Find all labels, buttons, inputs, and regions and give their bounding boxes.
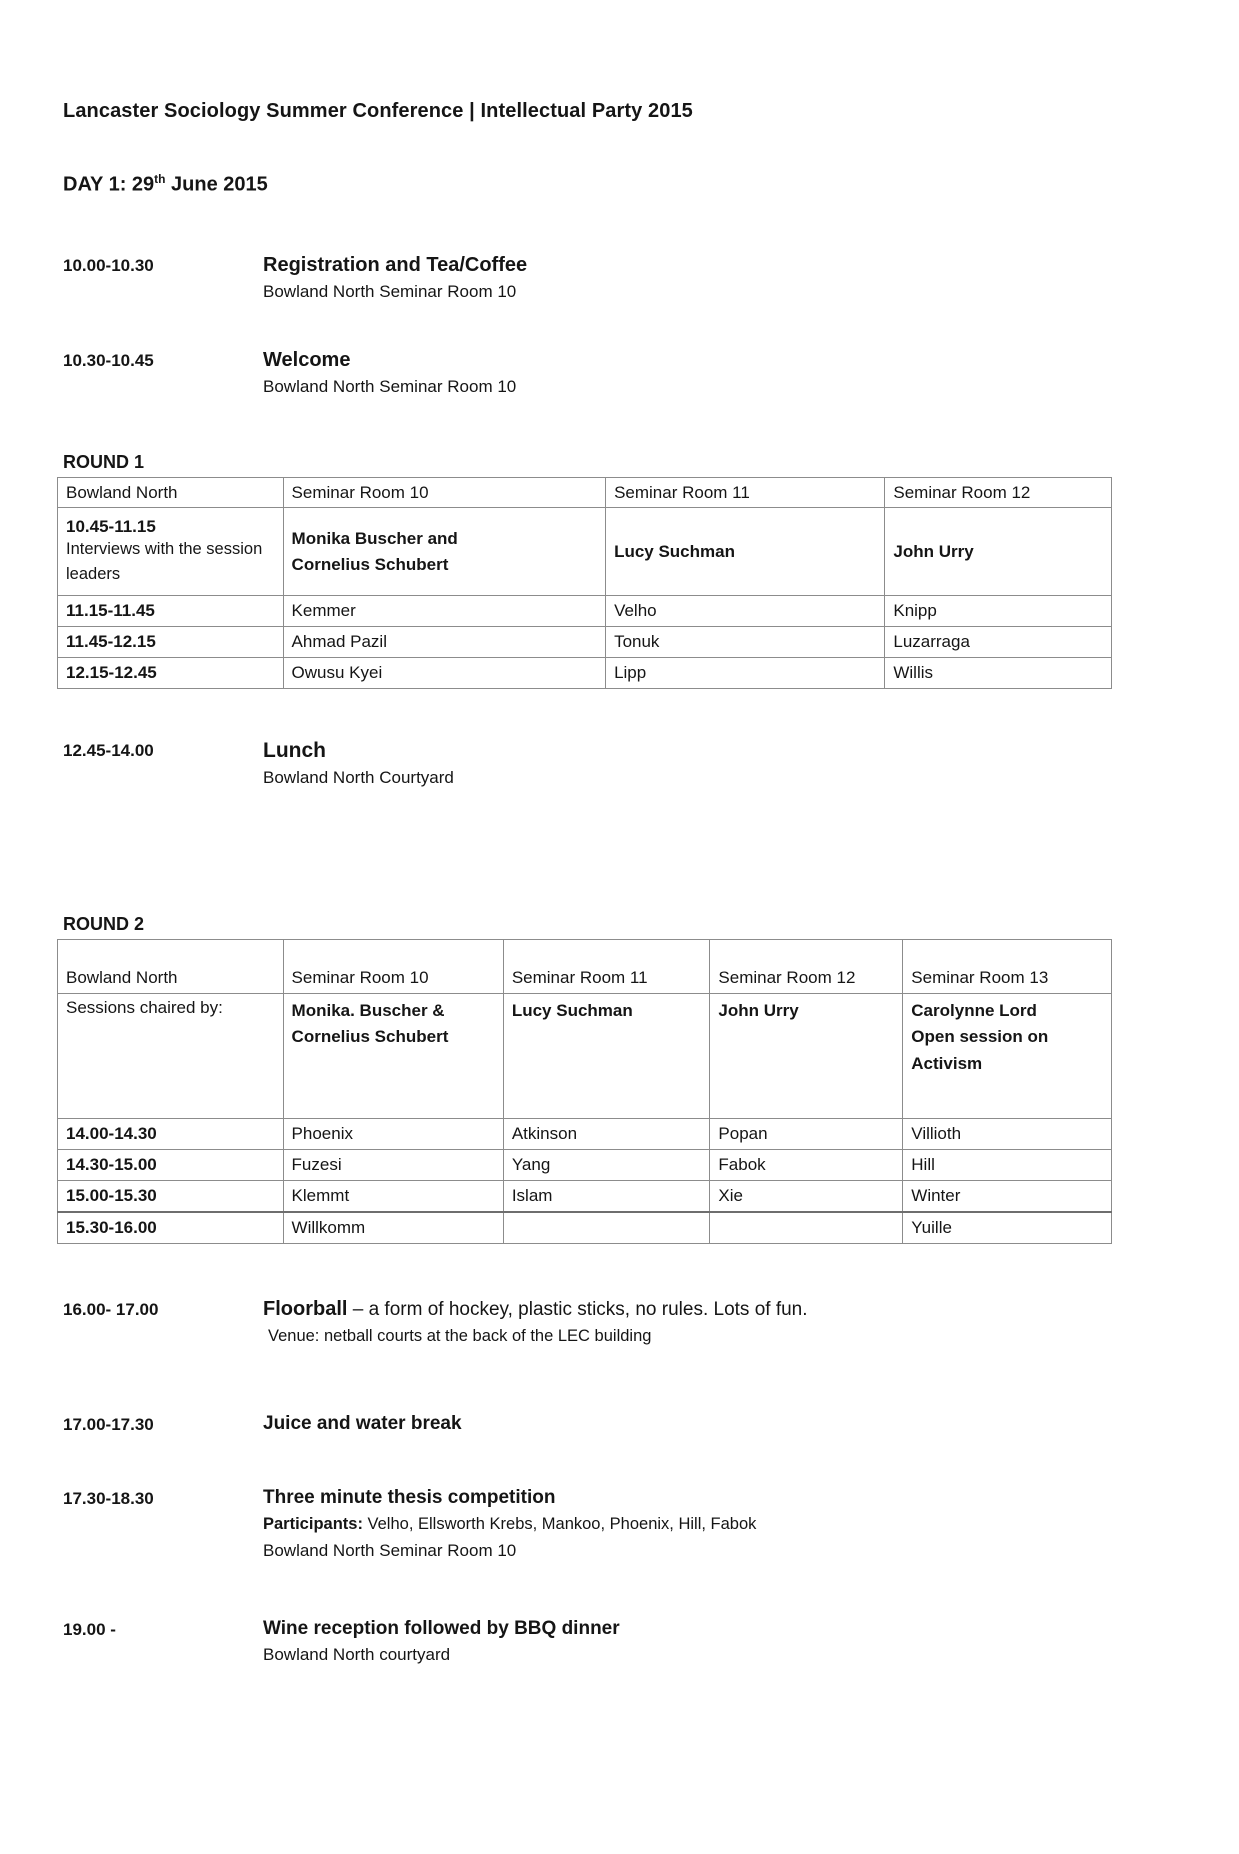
item-content [263,252,1239,305]
day-prefix: DAY 1: 29 [63,173,155,196]
speaker-cell: Luzarraga [885,627,1112,658]
speaker-cell: Velho [606,596,885,627]
round2-chair-cell [710,993,903,1118]
speaker-cell: Knipp [885,596,1112,627]
round1-session-row [58,596,1112,627]
item-time: 17.30-18.30 [63,1489,154,1509]
item-time: 12.45-14.00 [63,741,154,761]
speaker-cell: Popan [710,1118,903,1149]
session-time-cell: 14.00-14.30 [58,1118,284,1149]
speaker-cell: Willis [885,658,1112,689]
participants-list: Velho, Ellsworth Krebs, Mankoo, Phoenix, Hill, Fabok [362,1514,757,1533]
item-time: 19.00 - [63,1620,116,1640]
item-title: Juice and water break [263,1413,462,1435]
chair-name: John Urry [893,541,974,561]
speaker-cell: Atkinson [503,1118,710,1149]
schedule-item-wine-reception [63,1616,1239,1668]
floorball-title-bold: Floorball [263,1297,348,1320]
session-time-cell: 11.15-11.45 [58,596,284,627]
speaker-cell: Yuille [903,1212,1112,1244]
round2-session-row [58,1212,1112,1244]
item-location: Bowland North Seminar Room 10 [263,281,517,301]
item-time: 16.00- 17.00 [63,1299,159,1319]
speaker-cell: Tonuk [606,627,885,658]
round2-session-row [58,1149,1112,1180]
round2-header-cell: Seminar Room 10 [283,939,503,993]
speaker-cell: Phoenix [283,1118,503,1149]
speaker-cell: Owusu Kyei [283,658,606,689]
item-title: Welcome [263,349,351,371]
speaker-cell: Xie [710,1180,903,1212]
chair-name: Monika. Buscher & Cornelius Schubert [291,1000,449,1047]
round1-interviews-time-cell [58,508,284,596]
round1-header-cell: Seminar Room 12 [885,478,1112,508]
speaker-cell: Winter [903,1180,1112,1212]
chair-name: Lucy Suchman [614,541,735,561]
item-title [263,1296,1239,1323]
item-title: Registration and Tea/Coffee [263,253,528,276]
speaker-cell: Willkomm [283,1212,503,1244]
round2-header-row [58,939,1112,993]
session-time-cell: 15.30-16.00 [58,1212,284,1244]
round1-session-row [58,658,1112,689]
speaker-cell: Kemmer [283,596,606,627]
speaker-cell: Villioth [903,1118,1112,1149]
speaker-cell: Ahmad Pazil [283,627,606,658]
chair-name: Lucy Suchman [511,1000,633,1020]
round2-session-row [58,1118,1112,1149]
speaker-cell: Klemmt [283,1180,503,1212]
schedule-item-registration [63,252,1239,305]
round2-header-cell: Seminar Room 11 [503,939,710,993]
speaker-cell: Fuzesi [283,1149,503,1180]
session-time-cell: 15.00-15.30 [58,1180,284,1212]
session-time-cell: 14.30-15.00 [58,1149,284,1180]
round2-session-row [58,1180,1112,1212]
speaker-cell: Yang [503,1149,710,1180]
chair-name: Monika Buscher and Cornelius Schubert [291,528,458,574]
round2-chair-cell [283,993,503,1118]
item-title: Wine reception followed by BBQ dinner [263,1618,620,1640]
item-content [263,347,1239,400]
round2-header-cell: Seminar Room 12 [710,939,903,993]
item-content [263,1296,1239,1349]
speaker-cell: Islam [503,1180,710,1212]
speaker-cell: Lipp [606,658,885,689]
round2-chair-cell [503,993,710,1118]
round2-chaired-row [58,993,1112,1118]
item-title: Lunch [263,739,326,763]
item-content [263,1485,1239,1564]
interviews-time: 10.45-11.15 [66,517,156,537]
schedule-item-lunch [63,737,1239,791]
item-time: 10.00-10.30 [63,255,154,275]
item-content [263,737,1239,791]
schedule-item-welcome [63,347,1239,400]
round1-chair-cell [606,508,885,596]
interviews-note: Interviews with the session leaders [66,540,263,583]
speaker-cell: Fabok [710,1149,903,1180]
item-location: Bowland North courtyard [263,1644,451,1664]
item-content [263,1411,1239,1437]
item-location: Bowland North Seminar Room 10 [263,377,517,396]
day-heading [63,172,1239,197]
floorball-venue: Venue: netball courts at the back of the LEC building [268,1326,652,1345]
round1-session-row [58,627,1112,658]
round2-chaired-label-cell: Sessions chaired by: [58,993,284,1118]
round1-header-row [58,478,1112,508]
item-content [263,1616,1239,1668]
round2-header-cell: Seminar Room 13 [903,939,1112,993]
document-page [0,100,1239,1854]
item-location: Bowland North Seminar Room 10 [263,1540,517,1560]
schedule-item-floorball [63,1296,1239,1349]
day-suffix: June 2015 [165,173,268,196]
round1-header-cell: Seminar Room 11 [606,478,885,508]
round2-table [57,939,1112,1244]
participants-label: Participants: [263,1514,363,1533]
round1-header-cell: Bowland North [58,478,284,508]
thesis-participants [263,1511,1239,1538]
session-time-cell: 12.15-12.45 [58,658,284,689]
floorball-title-rest: – a form of hockey, plastic sticks, no rules. Lots of fun. [347,1298,808,1320]
schedule-item-thesis-competition [63,1485,1239,1564]
round1-interviews-row [58,508,1112,596]
item-location: Bowland North Courtyard [263,767,454,787]
item-title: Three minute thesis competition [263,1487,556,1509]
round1-chair-cell [283,508,606,596]
schedule-item-juice-break [63,1411,1239,1437]
session-time-cell: 11.45-12.15 [58,627,284,658]
day-ordinal-superscript: th [154,172,166,186]
page-title: Lancaster Sociology Summer Conference | Intellectual Party 2015 [63,100,693,122]
speaker-cell: Hill [903,1149,1112,1180]
round1-label: ROUND 1 [63,452,145,473]
chair-name: Carolynne Lord Open session on Activism [911,1000,1049,1073]
round2-label: ROUND 2 [63,913,145,934]
item-time: 10.30-10.45 [63,351,154,370]
item-time: 17.00-17.30 [63,1415,154,1435]
round1-table [57,477,1112,689]
round1-header-cell: Seminar Room 10 [283,478,606,508]
round1-chair-cell [885,508,1112,596]
speaker-cell [503,1212,710,1244]
chair-name: John Urry [718,1000,799,1020]
round2-chair-cell [903,993,1112,1118]
speaker-cell [710,1212,903,1244]
round2-header-cell: Bowland North [58,939,284,993]
